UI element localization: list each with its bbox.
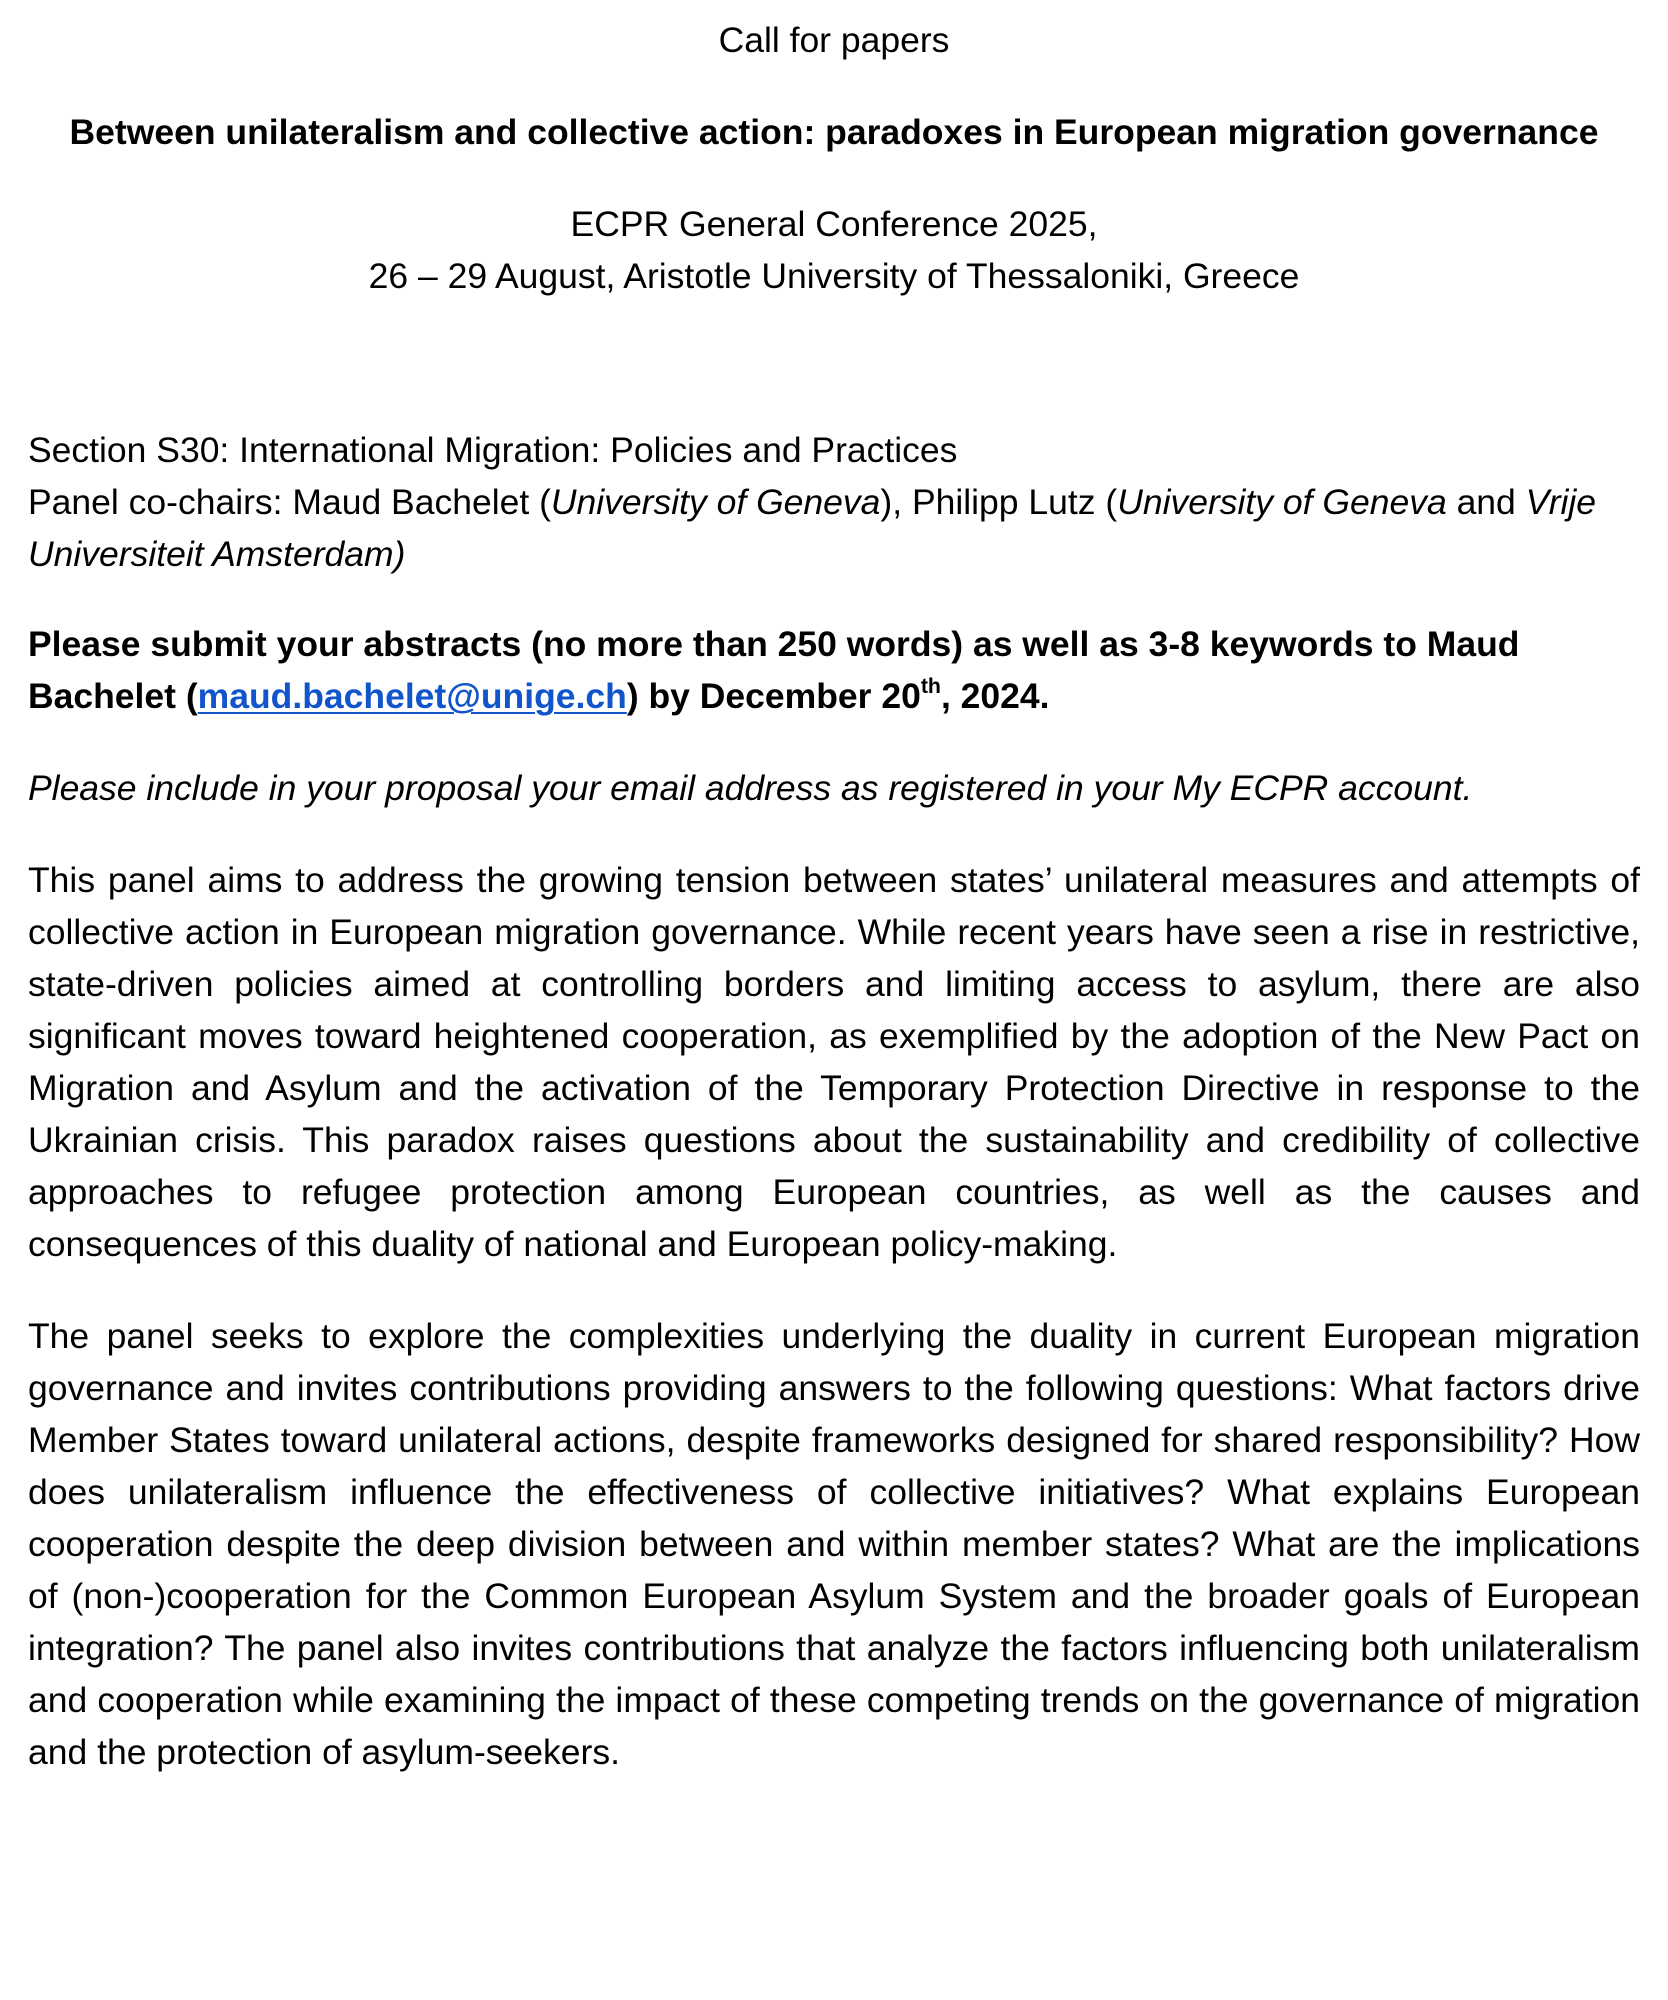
cochairs-mid: ), Philipp Lutz (	[880, 482, 1118, 522]
event-date-location: 26 – 29 August, Aristotle University of Thessaloniki, Greece	[368, 256, 1300, 296]
ordinal-suffix: th	[920, 674, 941, 699]
panel-cochairs	[28, 476, 1640, 580]
cochairs-and: and	[1446, 482, 1526, 522]
document-title: Between unilateralism and collective action: paradoxes in European migration governance	[69, 112, 1599, 152]
chair1-affiliation: University of Geneva	[550, 482, 881, 522]
submission-instructions	[28, 618, 1640, 722]
event-info	[28, 198, 1640, 302]
body-paragraph-1: This panel aims to address the growing tension between states’ unilateral measures and attempts of collective action in European migration governance. While recent years have seen a rise in restrictive, state-driven policies aimed at controlling borders and limiting access to asylum, there are also significant moves toward heightened cooperation, as exemplified by the adoption of the New Pact on Migration and Asylum and the activation of the Temporary Protection Directive in response to the Ukrainian crisis. This paradox raises questions about the sustainability and credibility of collective approaches to refugee protection among European countries, as well as the causes and consequences of this duality of national and European policy-making.	[28, 860, 1640, 1264]
deadline-year: , 2024.	[940, 676, 1050, 716]
chair2-affiliation-b: Vrije Universiteit Amsterdam)	[28, 482, 1597, 574]
event-name: ECPR General Conference 2025,	[570, 204, 1098, 244]
submission-text: Please submit your abstracts (no more than 250 words) as well as 3-8 keywords to Maud Bachelet (	[28, 624, 1520, 716]
cochairs-prefix: Panel co-chairs: Maud Bachelet (	[28, 482, 551, 522]
section-line: Section S30: International Migration: Policies and Practices	[28, 430, 958, 470]
body-paragraph-2: The panel seeks to explore the complexities underlying the duality in current European migration governance and invites contributions providing answers to the following questions: What factors drive Member States toward unilateral actions, despite frameworks designed for shared responsibility? How does unilateralism influence the effectiveness of collective initiatives? What explains European cooperation despite the deep division between and within member states? What are the implications of (non-)cooperation for the Common European Asylum System and the broader goals of European integration? The panel also invites contributions that analyze the factors influencing both unilateralism and cooperation while examining the impact of these competing trends on the governance of migration and the protection of asylum-seekers.	[28, 1316, 1640, 1772]
deadline-text: ) by December 20	[626, 676, 921, 716]
chair2-affiliation-a: University of Geneva	[1117, 482, 1447, 522]
email-note: Please include in your proposal your email address as registered in your My ECPR account.	[28, 768, 1473, 808]
email-link[interactable]: maud.bachelet@unige.ch	[197, 676, 627, 716]
call-for-papers-label: Call for papers	[718, 20, 950, 60]
section-info	[28, 424, 1640, 580]
